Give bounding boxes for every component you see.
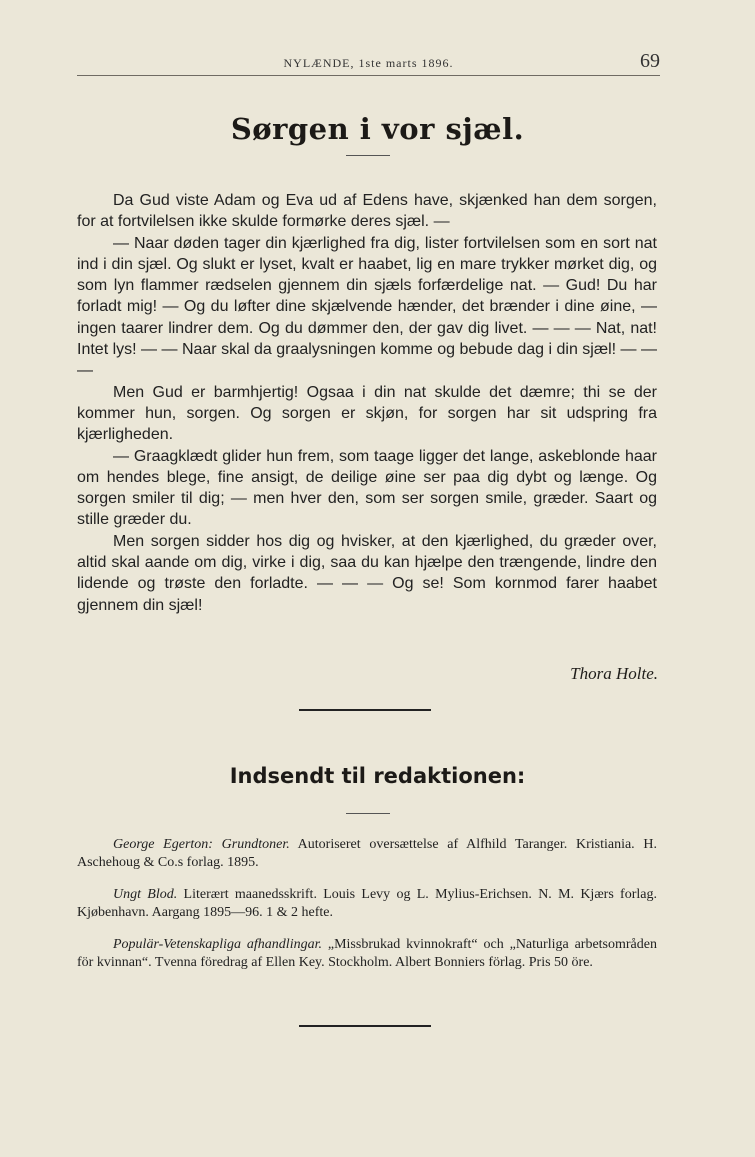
entry-details: „Missbrukad kvinnokraft“ och „Naturliga arbetsområden för kvinnan“. Tvenna föredrag af Ellen Key. Stockholm. Albert Bonniers förlag. Pris 50 öre.	[77, 937, 657, 970]
entry-details: Autoriseret oversættelse af Alfhild Taranger. Kristiania. H. Aschehoug & Co.s forlag. 1895.	[77, 837, 657, 870]
page-header	[77, 50, 660, 74]
article-paragraph: Da Gud viste Adam og Eva ud af Edens have, skjænked han dem sorgen, for at fortvilelsen ikke skulde formørke deres sjæl. —	[77, 192, 657, 231]
submissions-list	[77, 836, 657, 986]
submission-entry	[77, 836, 657, 871]
article-paragraph: — Graagklædt glider hun frem, som taage ligger det lange, askeblonde haar om hendes blege, fine ansigt, de deilige øine ser paa dig dybt og længe. Og sorgen smiler til dig; — men hver den, som ser sorgen smile, græder. Saart og stille græder du.	[77, 447, 657, 529]
section-divider	[299, 709, 431, 711]
section-title-divider	[346, 813, 390, 814]
section-title: Indsendt til redaktionen:	[229, 764, 526, 788]
entry-details: Literært maanedsskrift. Louis Levy og L. Mylius-Erichsen. N. M. Kjærs forlag. Kjøbenhavn. Aargang 1895—96. 1 & 2 hefte.	[77, 887, 657, 920]
page-number: 69	[640, 50, 660, 72]
article-body	[77, 190, 657, 616]
article-paragraph: Men Gud er barmhjertig! Ogsaa i din nat skulde det dæmre; thi se der kommer hun, sorgen. Og sorgen er skjøn, for sorgen har sit udspring fra kjærligheden.	[77, 383, 657, 444]
bottom-divider	[299, 1025, 431, 1027]
article-title: Sørgen i vor sjæl.	[230, 112, 525, 146]
entry-title: Populär-Vetenskapliga afhandlingar.	[113, 937, 322, 952]
author-signature: Thora Holte.	[570, 664, 658, 683]
article-paragraph: — Naar døden tager din kjærlighed fra dig, lister fortvilelsen som en sort nat ind i din sjæl. Og slukt er lyset, kvalt er haabet, lig en mare trykker mørket dig, og som lyn flammer rædselen gjennem din sjæls forfærdelige nat. — Gud! Du har forladt mig! — Og du løfter dine skjælvende hænder, det brænder i dine øine, — ingen taarer lindrer dem. Og du dømmer den, der gav dig livet. — — — Nat, nat! Intet lys! — — Naar skal da graalysningen komme og bebude dag i din sjæl! — — —	[77, 234, 657, 380]
header-rule	[77, 75, 660, 76]
submission-entry	[77, 936, 657, 971]
submission-entry	[77, 886, 657, 921]
title-divider	[346, 155, 390, 156]
running-title: NYLÆNDE, 1ste marts 1896.	[283, 56, 454, 70]
entry-title: Ungt Blod.	[113, 887, 178, 902]
article-paragraph: Men sorgen sidder hos dig og hvisker, at den kjærlighed, du græder over, altid skal aande om dig, virke i dig, saa du kan hjælpe den trængende, lindre den lidende og trøste den forladte. — — — Og se! Som kornmod farer haabet gjennem din sjæl!	[77, 532, 657, 614]
entry-title: George Egerton: Grundtoner.	[113, 837, 290, 852]
